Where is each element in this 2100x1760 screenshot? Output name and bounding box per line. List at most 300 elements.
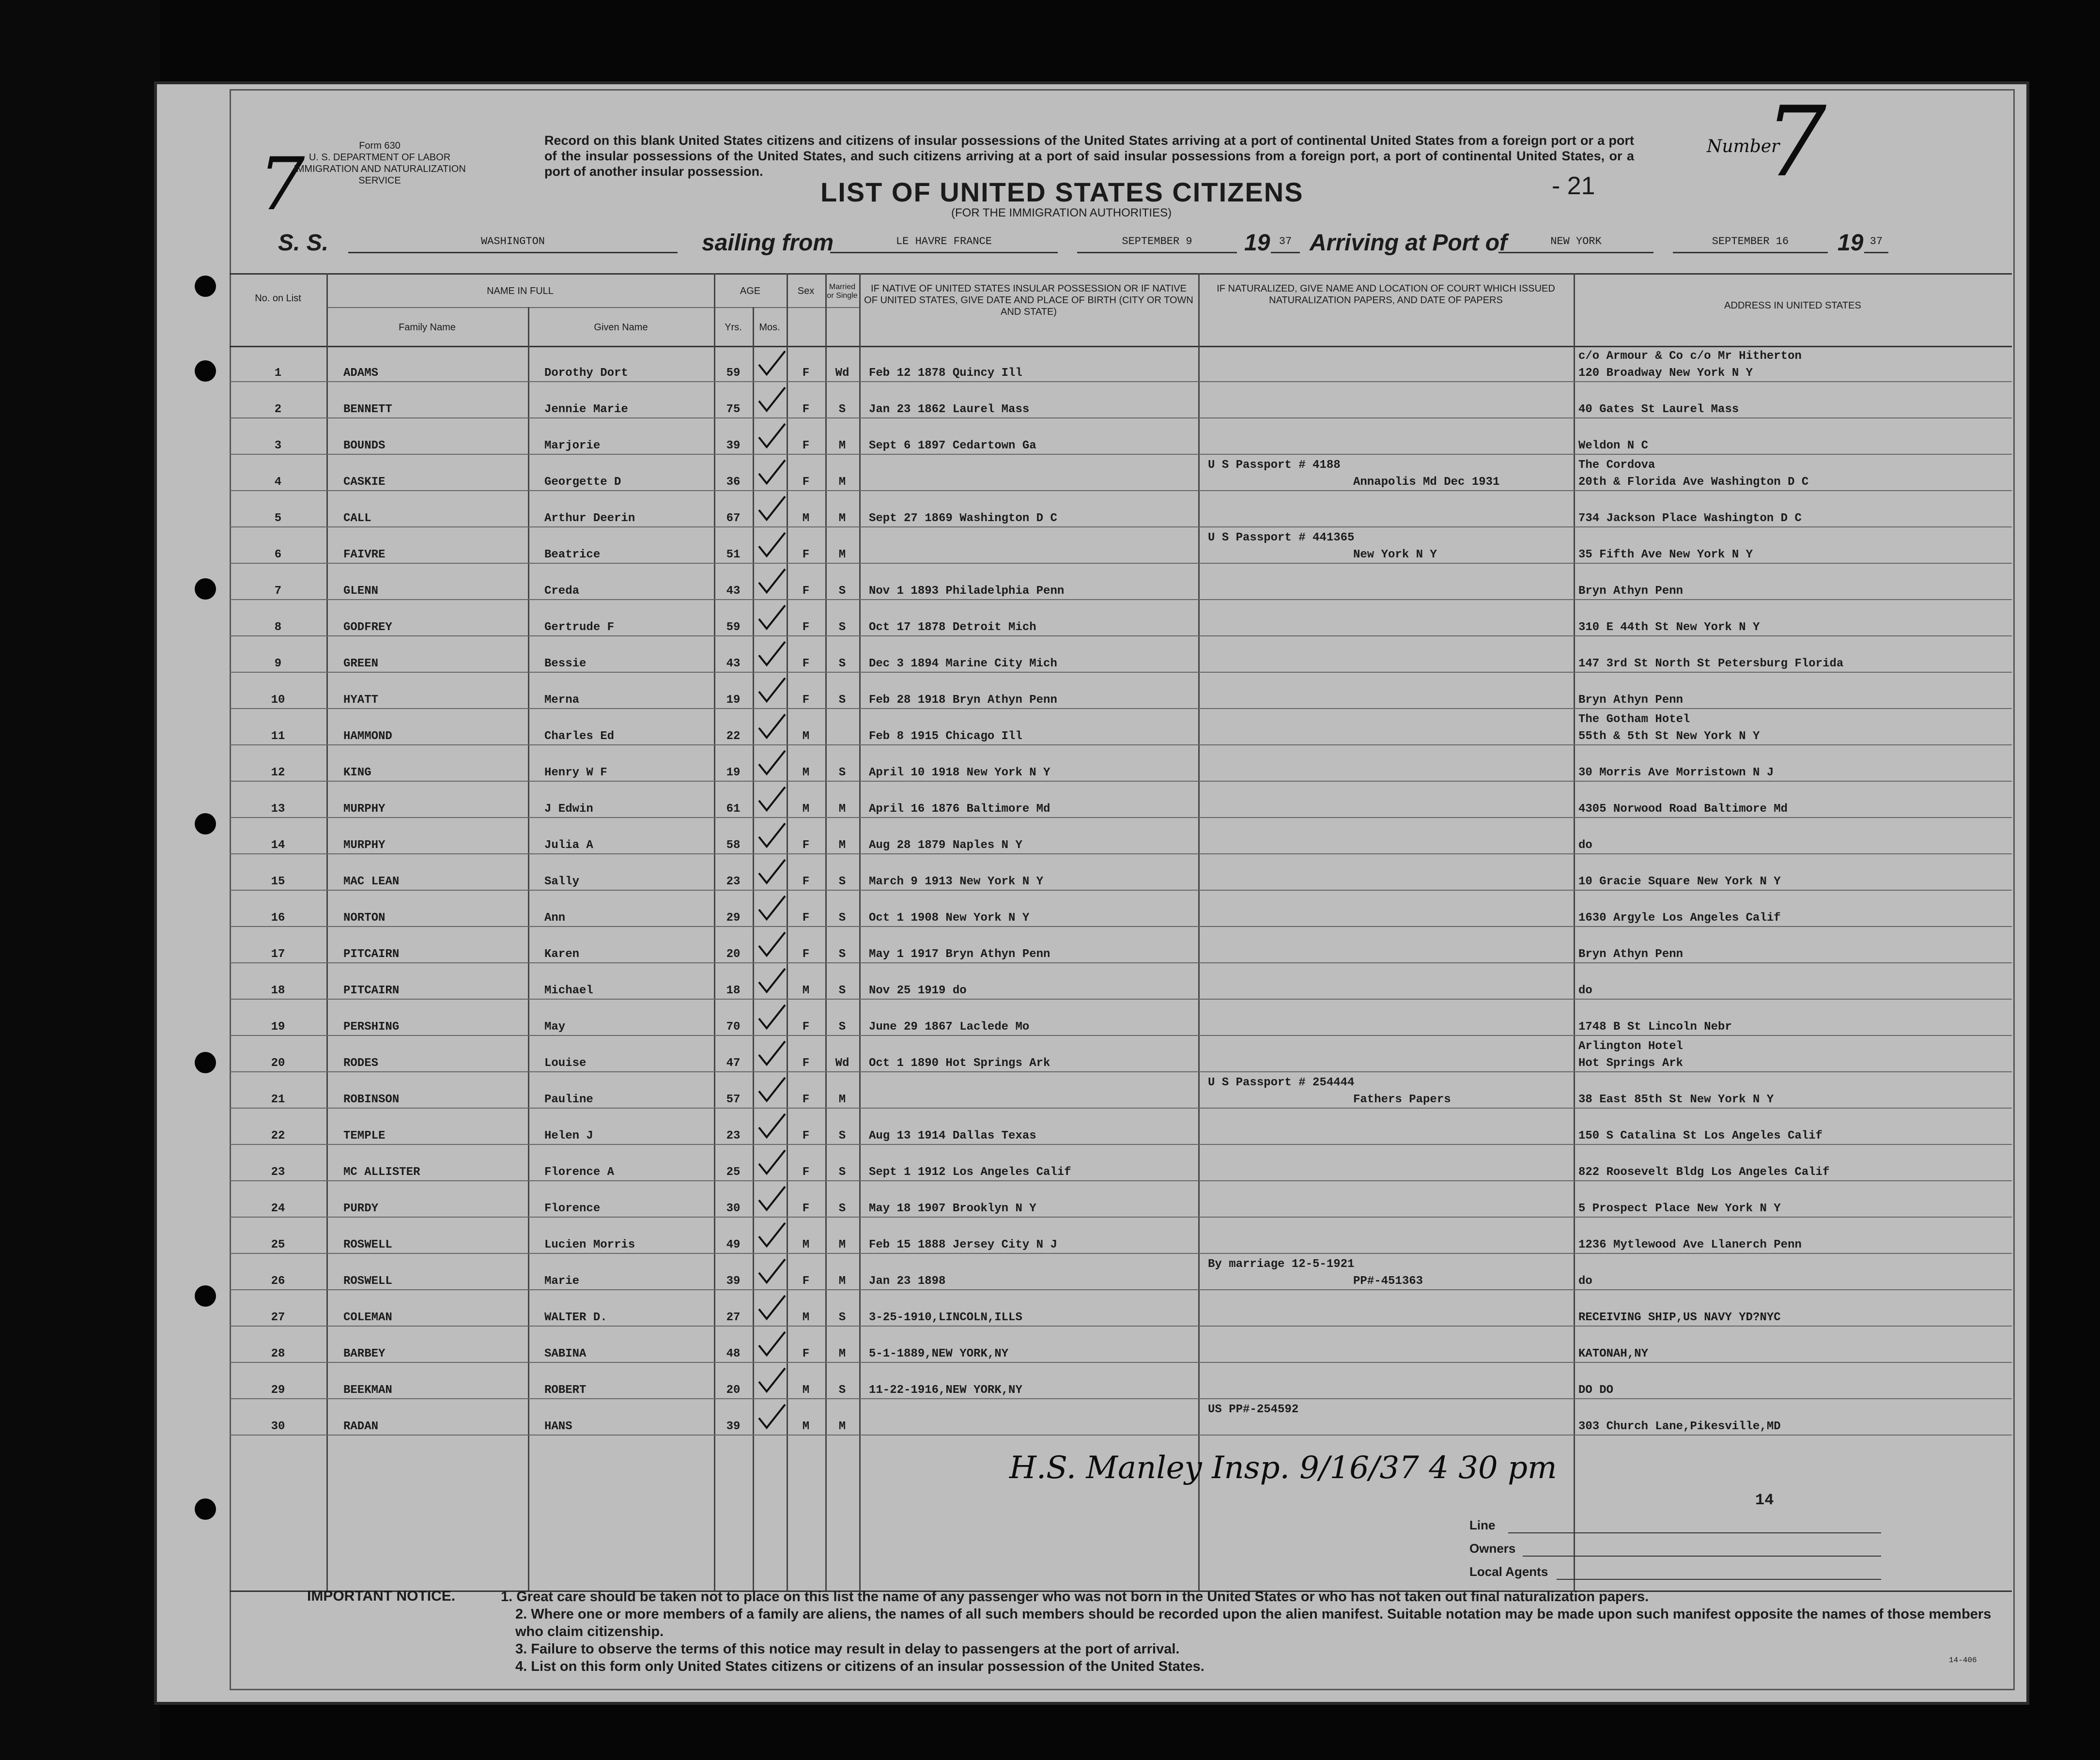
check-mark-icon: [755, 966, 789, 995]
cell-family: FAIVRE: [343, 548, 386, 561]
cell-sex: F: [802, 839, 810, 852]
cell-family: KING: [343, 766, 371, 779]
cell-age: 43: [726, 585, 741, 598]
line-field: [1508, 1532, 1881, 1533]
cell-addr: 40 Gates St Laurel Mass: [1578, 403, 1739, 416]
cell-sex: M: [802, 512, 810, 525]
cell-given: HANS: [544, 1420, 572, 1433]
cell-age: 39: [726, 1420, 741, 1433]
cell-age: 18: [726, 984, 741, 997]
cell-sex: F: [802, 1275, 810, 1288]
cell-given: Merna: [544, 694, 580, 707]
cell-sex: M: [802, 1420, 810, 1433]
cell-family: PERSHING: [343, 1020, 400, 1034]
cell-age: 49: [726, 1238, 741, 1251]
check-mark-icon: [755, 1002, 789, 1031]
table-row: [230, 455, 2012, 491]
cell-age: 23: [726, 875, 741, 888]
cell-given: Arthur Deerin: [544, 512, 635, 525]
cell-age: 51: [726, 548, 741, 561]
cell-given: Lucien Morris: [544, 1238, 635, 1251]
cell-addr: Weldon N C: [1578, 439, 1649, 452]
cell-ms: S: [838, 1202, 846, 1215]
cell-addr: 4305 Norwood Road Baltimore Md: [1578, 803, 1788, 816]
cell-ms: M: [838, 839, 846, 852]
col-birth: IF NATIVE OF UNITED STATES INSULAR POSSESSION OR IF NATIVE OF UNITED STATES, GIVE DATE AND PLACE OF BIRTH (CITY OR TOWN AND STATE): [864, 283, 1193, 317]
cell-addr: 38 East 85th St New York N Y: [1578, 1093, 1774, 1106]
check-mark-icon: [755, 457, 789, 486]
table-row: [230, 673, 2012, 709]
cell-no: 17: [271, 948, 285, 961]
cell-ms: S: [838, 911, 846, 925]
cell-ms: S: [838, 875, 846, 888]
cell-birth: 5-1-1889,NEW YORK,NY: [869, 1347, 1009, 1360]
table-row: [230, 1218, 2012, 1254]
cell-given: Sally: [544, 875, 580, 888]
cell-birth: May 1 1917 Bryn Athyn Penn: [869, 948, 1050, 961]
departure-date: SEPTEMBER 9: [1077, 235, 1237, 253]
page-title: LIST OF UNITED STATES CITIZENS: [820, 177, 1304, 207]
cell-nat2: Annapolis Md Dec 1931: [1353, 476, 1500, 489]
arrival-port: NEW YORK: [1498, 235, 1653, 253]
cell-sex: F: [802, 1020, 810, 1034]
cell-birth: Sept 27 1869 Washington D C: [869, 512, 1057, 525]
cell-addr: 30 Morris Ave Morristown N J: [1578, 766, 1774, 779]
cell-nat1: US PP#-254592: [1208, 1403, 1299, 1416]
cell-ms: M: [838, 1238, 846, 1251]
cell-ms: M: [838, 439, 846, 452]
cell-no: 18: [271, 984, 285, 997]
arriving-label: Arriving at Port of: [1310, 230, 1508, 256]
corner-handwritten-mark: 7: [259, 142, 305, 227]
cell-age: 19: [726, 694, 741, 707]
cell-family: BENNETT: [343, 403, 392, 416]
cell-age: 43: [726, 657, 741, 670]
cell-given: Julia A: [544, 839, 593, 852]
table-row: [230, 818, 2012, 854]
cell-sex: M: [802, 766, 810, 779]
cell-sex: M: [802, 730, 810, 743]
check-mark-icon: [755, 1293, 789, 1322]
cell-sex: F: [802, 1166, 810, 1179]
check-mark-icon: [755, 1329, 789, 1358]
cell-given: Louise: [544, 1057, 587, 1070]
cell-family: ROBINSON: [343, 1093, 400, 1106]
notice-item: 4. List on this form only United States citizens or citizens of an insular possession of the United States.: [515, 1659, 1204, 1674]
ship-name: WASHINGTON: [348, 235, 678, 253]
cell-ms: M: [838, 476, 846, 489]
cell-family: GREEN: [343, 657, 379, 670]
cell-given: Karen: [544, 948, 580, 961]
check-mark-icon: [755, 1402, 789, 1431]
cell-given: Michael: [544, 984, 593, 997]
table-row: [230, 782, 2012, 818]
cell-ms: S: [838, 403, 846, 416]
year-arrived: 37: [1864, 235, 1888, 253]
sailing-from-label: sailing from: [702, 230, 834, 256]
cell-sex: F: [802, 585, 810, 598]
table-row: [230, 527, 2012, 564]
cell-sex: F: [802, 1129, 810, 1142]
cell-birth: June 29 1867 Laclede Mo: [869, 1020, 1030, 1034]
cell-addr: DO DO: [1578, 1384, 1614, 1397]
form-number: Form 630: [359, 140, 401, 151]
cell-nat1: U S Passport # 4188: [1208, 459, 1341, 472]
cell-age: 19: [726, 766, 741, 779]
binder-hole: [195, 1052, 216, 1073]
cell-addr: 120 Broadway New York N Y: [1578, 367, 1753, 380]
cell-given: Creda: [544, 585, 580, 598]
cell-addr: 5 Prospect Place New York N Y: [1578, 1202, 1781, 1215]
cell-addr: Bryn Athyn Penn: [1578, 694, 1683, 707]
cell-addr: 10 Gracie Square New York N Y: [1578, 875, 1781, 888]
table-row: [230, 491, 2012, 527]
cell-given: Jennie Marie: [544, 403, 628, 416]
cell-nat1: U S Passport # 254444: [1208, 1076, 1355, 1089]
cell-addr-pre: The Gotham Hotel: [1578, 713, 1690, 726]
table-row: [230, 636, 2012, 673]
table-row: [230, 1109, 2012, 1145]
cell-ms: S: [838, 766, 846, 779]
check-mark-icon: [755, 1365, 789, 1394]
cell-sex: M: [802, 984, 810, 997]
table-row: [230, 418, 2012, 455]
cell-nat1: By marriage 12-5-1921: [1208, 1258, 1355, 1271]
cell-given: Beatrice: [544, 548, 601, 561]
cell-given: Henry W F: [544, 766, 607, 779]
total-count: 14: [1755, 1491, 1774, 1509]
cell-birth: Aug 28 1879 Naples N Y: [869, 839, 1022, 852]
cell-family: HYATT: [343, 694, 379, 707]
cell-family: GLENN: [343, 585, 379, 598]
col-naturalized: IF NATURALIZED, GIVE NAME AND LOCATION OF COURT WHICH ISSUED NATURALIZATION PAPERS, AND DATE OF PAPERS: [1217, 283, 1555, 306]
cell-sex: F: [802, 367, 810, 380]
cell-no: 8: [274, 621, 282, 634]
table-row: [230, 1363, 2012, 1399]
col-family-name: Family Name: [399, 322, 456, 333]
cell-age: 59: [726, 367, 741, 380]
cell-given: Gertrude F: [544, 621, 615, 634]
notice-title: IMPORTANT NOTICE.: [307, 1588, 456, 1604]
cell-addr-pre: The Cordova: [1578, 459, 1655, 472]
table-row: [230, 709, 2012, 745]
cell-family: ROSWELL: [343, 1238, 392, 1251]
binder-hole: [195, 578, 216, 600]
col-years: Yrs.: [725, 322, 742, 333]
cell-sex: F: [802, 1202, 810, 1215]
cell-given: Helen J: [544, 1129, 593, 1142]
cell-addr: 310 E 44th St New York N Y: [1578, 621, 1760, 634]
row-rule: [230, 1435, 2012, 1436]
cell-no: 3: [274, 439, 282, 452]
cell-family: TEMPLE: [343, 1129, 386, 1142]
cell-family: GODFREY: [343, 621, 392, 634]
manifest-sheet: [154, 81, 2029, 1705]
cell-no: 22: [271, 1129, 285, 1142]
cell-birth: Jan 23 1862 Laurel Mass: [869, 403, 1030, 416]
cell-ms: M: [838, 512, 846, 525]
cell-nat2: PP#-451363: [1353, 1275, 1423, 1288]
cell-no: 29: [271, 1384, 285, 1397]
cell-addr: Bryn Athyn Penn: [1578, 948, 1683, 961]
cell-family: BOUNDS: [343, 439, 386, 452]
form-id-block: [278, 140, 481, 186]
table-row: [230, 1327, 2012, 1363]
cell-age: 59: [726, 621, 741, 634]
check-mark-icon: [755, 1111, 789, 1140]
line-label: Line: [1469, 1518, 1496, 1532]
cell-given: J Edwin: [544, 803, 593, 816]
owners-field: [1523, 1556, 1881, 1557]
binder-hole: [195, 1285, 216, 1307]
notice-item: 3. Failure to observe the terms of this notice may result in delay to passengers at the port of arrival.: [515, 1641, 1180, 1657]
year-sailed: 37: [1271, 235, 1300, 253]
cell-birth: Sept 6 1897 Cedartown Ga: [869, 439, 1036, 452]
check-mark-icon: [755, 530, 789, 559]
cell-family: MC ALLISTER: [343, 1166, 420, 1179]
cell-age: 29: [726, 911, 741, 925]
cell-addr: 55th & 5th St New York N Y: [1578, 730, 1760, 743]
table-row: [230, 382, 2012, 418]
cell-addr: 1748 B St Lincoln Nebr: [1578, 1020, 1732, 1034]
page-number: - 21: [1552, 172, 1595, 200]
binder-hole: [195, 360, 216, 382]
cell-family: COLEMAN: [343, 1311, 392, 1324]
cell-birth: Aug 13 1914 Dallas Texas: [869, 1129, 1036, 1142]
table-row: [230, 927, 2012, 963]
cell-addr: Hot Springs Ark: [1578, 1057, 1683, 1070]
check-mark-icon: [755, 348, 789, 377]
cell-ms: S: [838, 694, 846, 707]
cell-given: Marjorie: [544, 439, 601, 452]
cell-family: HAMMOND: [343, 730, 392, 743]
check-mark-icon: [755, 1147, 789, 1176]
cell-addr: KATONAH,NY: [1578, 1347, 1649, 1360]
cell-birth: Jan 23 1898: [869, 1275, 946, 1288]
cell-no: 19: [271, 1020, 285, 1034]
cell-addr: 35 Fifth Ave New York N Y: [1578, 548, 1753, 561]
table-row: [230, 1290, 2012, 1327]
table-row: [230, 1145, 2012, 1181]
scan-background: [0, 0, 160, 1760]
cell-family: BEEKMAN: [343, 1384, 392, 1397]
cell-ms: Wd: [835, 1057, 849, 1070]
col-name-in-full: NAME IN FULL: [487, 286, 554, 296]
table-row: [230, 891, 2012, 927]
cell-no: 4: [274, 476, 282, 489]
cell-sex: F: [802, 1093, 810, 1106]
cell-birth: 3-25-1910,LINCOLN,ILLS: [869, 1311, 1022, 1324]
owners-label: Owners: [1469, 1541, 1516, 1556]
notice-item: 1. Great care should be taken not to place on this list the name of any passenger who was not born in the United States or who has not taken out final naturalization papers.: [501, 1589, 1649, 1605]
binder-hole: [195, 813, 216, 834]
cell-ms: M: [838, 803, 846, 816]
cell-given: Ann: [544, 911, 566, 925]
local-agents-label: Local Agents: [1469, 1564, 1548, 1579]
check-mark-icon: [755, 421, 789, 450]
cell-addr: do: [1578, 984, 1592, 997]
cell-birth: Nov 25 1919 do: [869, 984, 967, 997]
cell-family: MURPHY: [343, 839, 386, 852]
cell-given: ROBERT: [544, 1384, 587, 1397]
check-mark-icon: [755, 1038, 789, 1067]
check-mark-icon: [755, 1220, 789, 1249]
cell-age: 70: [726, 1020, 741, 1034]
cell-sex: F: [802, 476, 810, 489]
cell-no: 6: [274, 548, 282, 561]
cell-no: 12: [271, 766, 285, 779]
cell-sex: F: [802, 1347, 810, 1360]
cell-sex: F: [802, 548, 810, 561]
table-row: [230, 1072, 2012, 1109]
cell-birth: Oct 17 1878 Detroit Mich: [869, 621, 1036, 634]
cell-age: 61: [726, 803, 741, 816]
cell-addr: Bryn Athyn Penn: [1578, 585, 1683, 598]
cell-given: May: [544, 1020, 566, 1034]
cell-no: 26: [271, 1275, 285, 1288]
cell-no: 23: [271, 1166, 285, 1179]
cell-no: 28: [271, 1347, 285, 1360]
cell-given: SABINA: [544, 1347, 587, 1360]
cell-birth: Feb 12 1878 Quincy Ill: [869, 367, 1022, 380]
cell-age: 20: [726, 948, 741, 961]
cell-family: BARBEY: [343, 1347, 386, 1360]
cell-addr: 303 Church Lane,Pikesville,MD: [1578, 1420, 1781, 1433]
number-label: Number: [1707, 137, 1780, 156]
cell-addr: 734 Jackson Place Washington D C: [1578, 512, 1802, 525]
cell-no: 11: [271, 730, 285, 743]
cell-family: MURPHY: [343, 803, 386, 816]
cell-family: PITCAIRN: [343, 948, 400, 961]
cell-sex: M: [802, 1384, 810, 1397]
passenger-table: [230, 273, 2012, 1598]
cell-addr: 1630 Argyle Los Angeles Calif: [1578, 911, 1781, 925]
cell-family: MAC LEAN: [343, 875, 400, 888]
cell-addr-pre: Arlington Hotel: [1578, 1040, 1683, 1053]
record-instructions: Record on this blank United States citizens and citizens of insular possessions of the United States arriving at a port of continental United States from a foreign port or a port of the insular possessions of the United States, and such citizens arriving at a port of said insular possessions from a foreign port, a port of continental United States, or a port of another insular possession.: [544, 133, 1634, 179]
cell-addr: 150 S Catalina St Los Angeles Calif: [1578, 1129, 1823, 1142]
cell-ms: S: [838, 948, 846, 961]
cell-family: CALL: [343, 512, 371, 525]
cell-given: Marie: [544, 1275, 580, 1288]
inspector-signature: H.S. Manley Insp. 9/16/37 4 30 pm: [1009, 1450, 1557, 1486]
cell-birth: Dec 3 1894 Marine City Mich: [869, 657, 1057, 670]
check-mark-icon: [755, 566, 789, 595]
cell-birth: March 9 1913 New York N Y: [869, 875, 1044, 888]
check-mark-icon: [755, 494, 789, 523]
cell-birth: Oct 1 1890 Hot Springs Ark: [869, 1057, 1050, 1070]
year-prefix: 19: [1244, 230, 1270, 256]
cell-no: 15: [271, 875, 285, 888]
cell-no: 2: [274, 403, 282, 416]
cell-no: 30: [271, 1420, 285, 1433]
cell-no: 21: [271, 1093, 285, 1106]
cell-addr: 20th & Florida Ave Washington D C: [1578, 476, 1809, 489]
cell-age: 30: [726, 1202, 741, 1215]
cell-age: 39: [726, 439, 741, 452]
table-row: [230, 1036, 2012, 1072]
check-mark-icon: [755, 602, 789, 632]
cell-family: ADAMS: [343, 367, 379, 380]
check-mark-icon: [755, 639, 789, 668]
table-row: [230, 564, 2012, 600]
check-mark-icon: [755, 929, 789, 958]
cell-sex: F: [802, 621, 810, 634]
cell-age: 67: [726, 512, 741, 525]
cell-sex: F: [802, 694, 810, 707]
cell-ms: M: [838, 1347, 846, 1360]
cell-birth: Feb 15 1888 Jersey City N J: [869, 1238, 1057, 1251]
ss-label: S. S.: [278, 230, 329, 256]
table-row: [230, 1181, 2012, 1218]
cell-birth: Feb 8 1915 Chicago Ill: [869, 730, 1022, 743]
cell-age: 47: [726, 1057, 741, 1070]
arrival-date: SEPTEMBER 16: [1673, 235, 1828, 253]
cell-family: CASKIE: [343, 476, 386, 489]
page-subtitle: (FOR THE IMMIGRATION AUTHORITIES): [951, 206, 1172, 219]
cell-nat2: Fathers Papers: [1353, 1093, 1451, 1106]
table-row: [230, 1399, 2012, 1436]
cell-age: 75: [726, 403, 741, 416]
cell-ms: M: [838, 548, 846, 561]
cell-given: Dorothy Dort: [544, 367, 628, 380]
cell-given: Bessie: [544, 657, 587, 670]
table-row: [230, 963, 2012, 1000]
notice-item: 2. Where one or more members of a family are aliens, the names of all such members should be recorded upon the alien manifest. Suitable notation may be made upon such manifest opposite the names of those members who claim citizenship.: [515, 1606, 1992, 1639]
binder-hole: [195, 276, 216, 297]
check-mark-icon: [755, 748, 789, 777]
cell-addr: do: [1578, 1275, 1592, 1288]
check-mark-icon: [755, 857, 789, 886]
cell-age: 22: [726, 730, 741, 743]
cell-sex: F: [802, 875, 810, 888]
cell-age: 25: [726, 1166, 741, 1179]
table-row: [230, 600, 2012, 636]
cell-ms: S: [838, 621, 846, 634]
year-prefix: 19: [1838, 230, 1864, 256]
col-address: ADDRESS IN UNITED STATES: [1724, 300, 1861, 311]
check-mark-icon: [755, 1075, 789, 1104]
cell-birth: Feb 28 1918 Bryn Athyn Penn: [869, 694, 1057, 707]
cell-no: 1: [274, 367, 282, 380]
cell-family: NORTON: [343, 911, 386, 925]
cell-ms: S: [838, 984, 846, 997]
cell-given: Florence: [544, 1202, 601, 1215]
cell-family: PITCAIRN: [343, 984, 400, 997]
col-sex: Sex: [797, 286, 815, 296]
cell-family: RADAN: [343, 1420, 379, 1433]
cell-age: 58: [726, 839, 741, 852]
cell-sex: F: [802, 439, 810, 452]
col-married-single: Married or Single: [827, 283, 858, 300]
notice-list: [501, 1588, 2017, 1675]
cell-given: Georgette D: [544, 476, 621, 489]
check-mark-icon: [755, 675, 789, 704]
check-mark-icon: [755, 1256, 789, 1285]
table-row: [230, 1254, 2012, 1290]
cell-no: 16: [271, 911, 285, 925]
cell-no: 27: [271, 1311, 285, 1324]
cell-family: PURDY: [343, 1202, 379, 1215]
cell-sex: M: [802, 1238, 810, 1251]
cell-addr: 822 Roosevelt Bldg Los Angeles Calif: [1578, 1166, 1830, 1179]
cell-birth: April 16 1876 Baltimore Md: [869, 803, 1050, 816]
cell-birth: April 10 1918 New York N Y: [869, 766, 1050, 779]
check-mark-icon: [755, 893, 789, 922]
cell-nat2: New York N Y: [1353, 548, 1437, 561]
cell-addr-pre: c/o Armour & Co c/o Mr Hitherton: [1578, 350, 1802, 363]
cell-given: Charles Ed: [544, 730, 615, 743]
